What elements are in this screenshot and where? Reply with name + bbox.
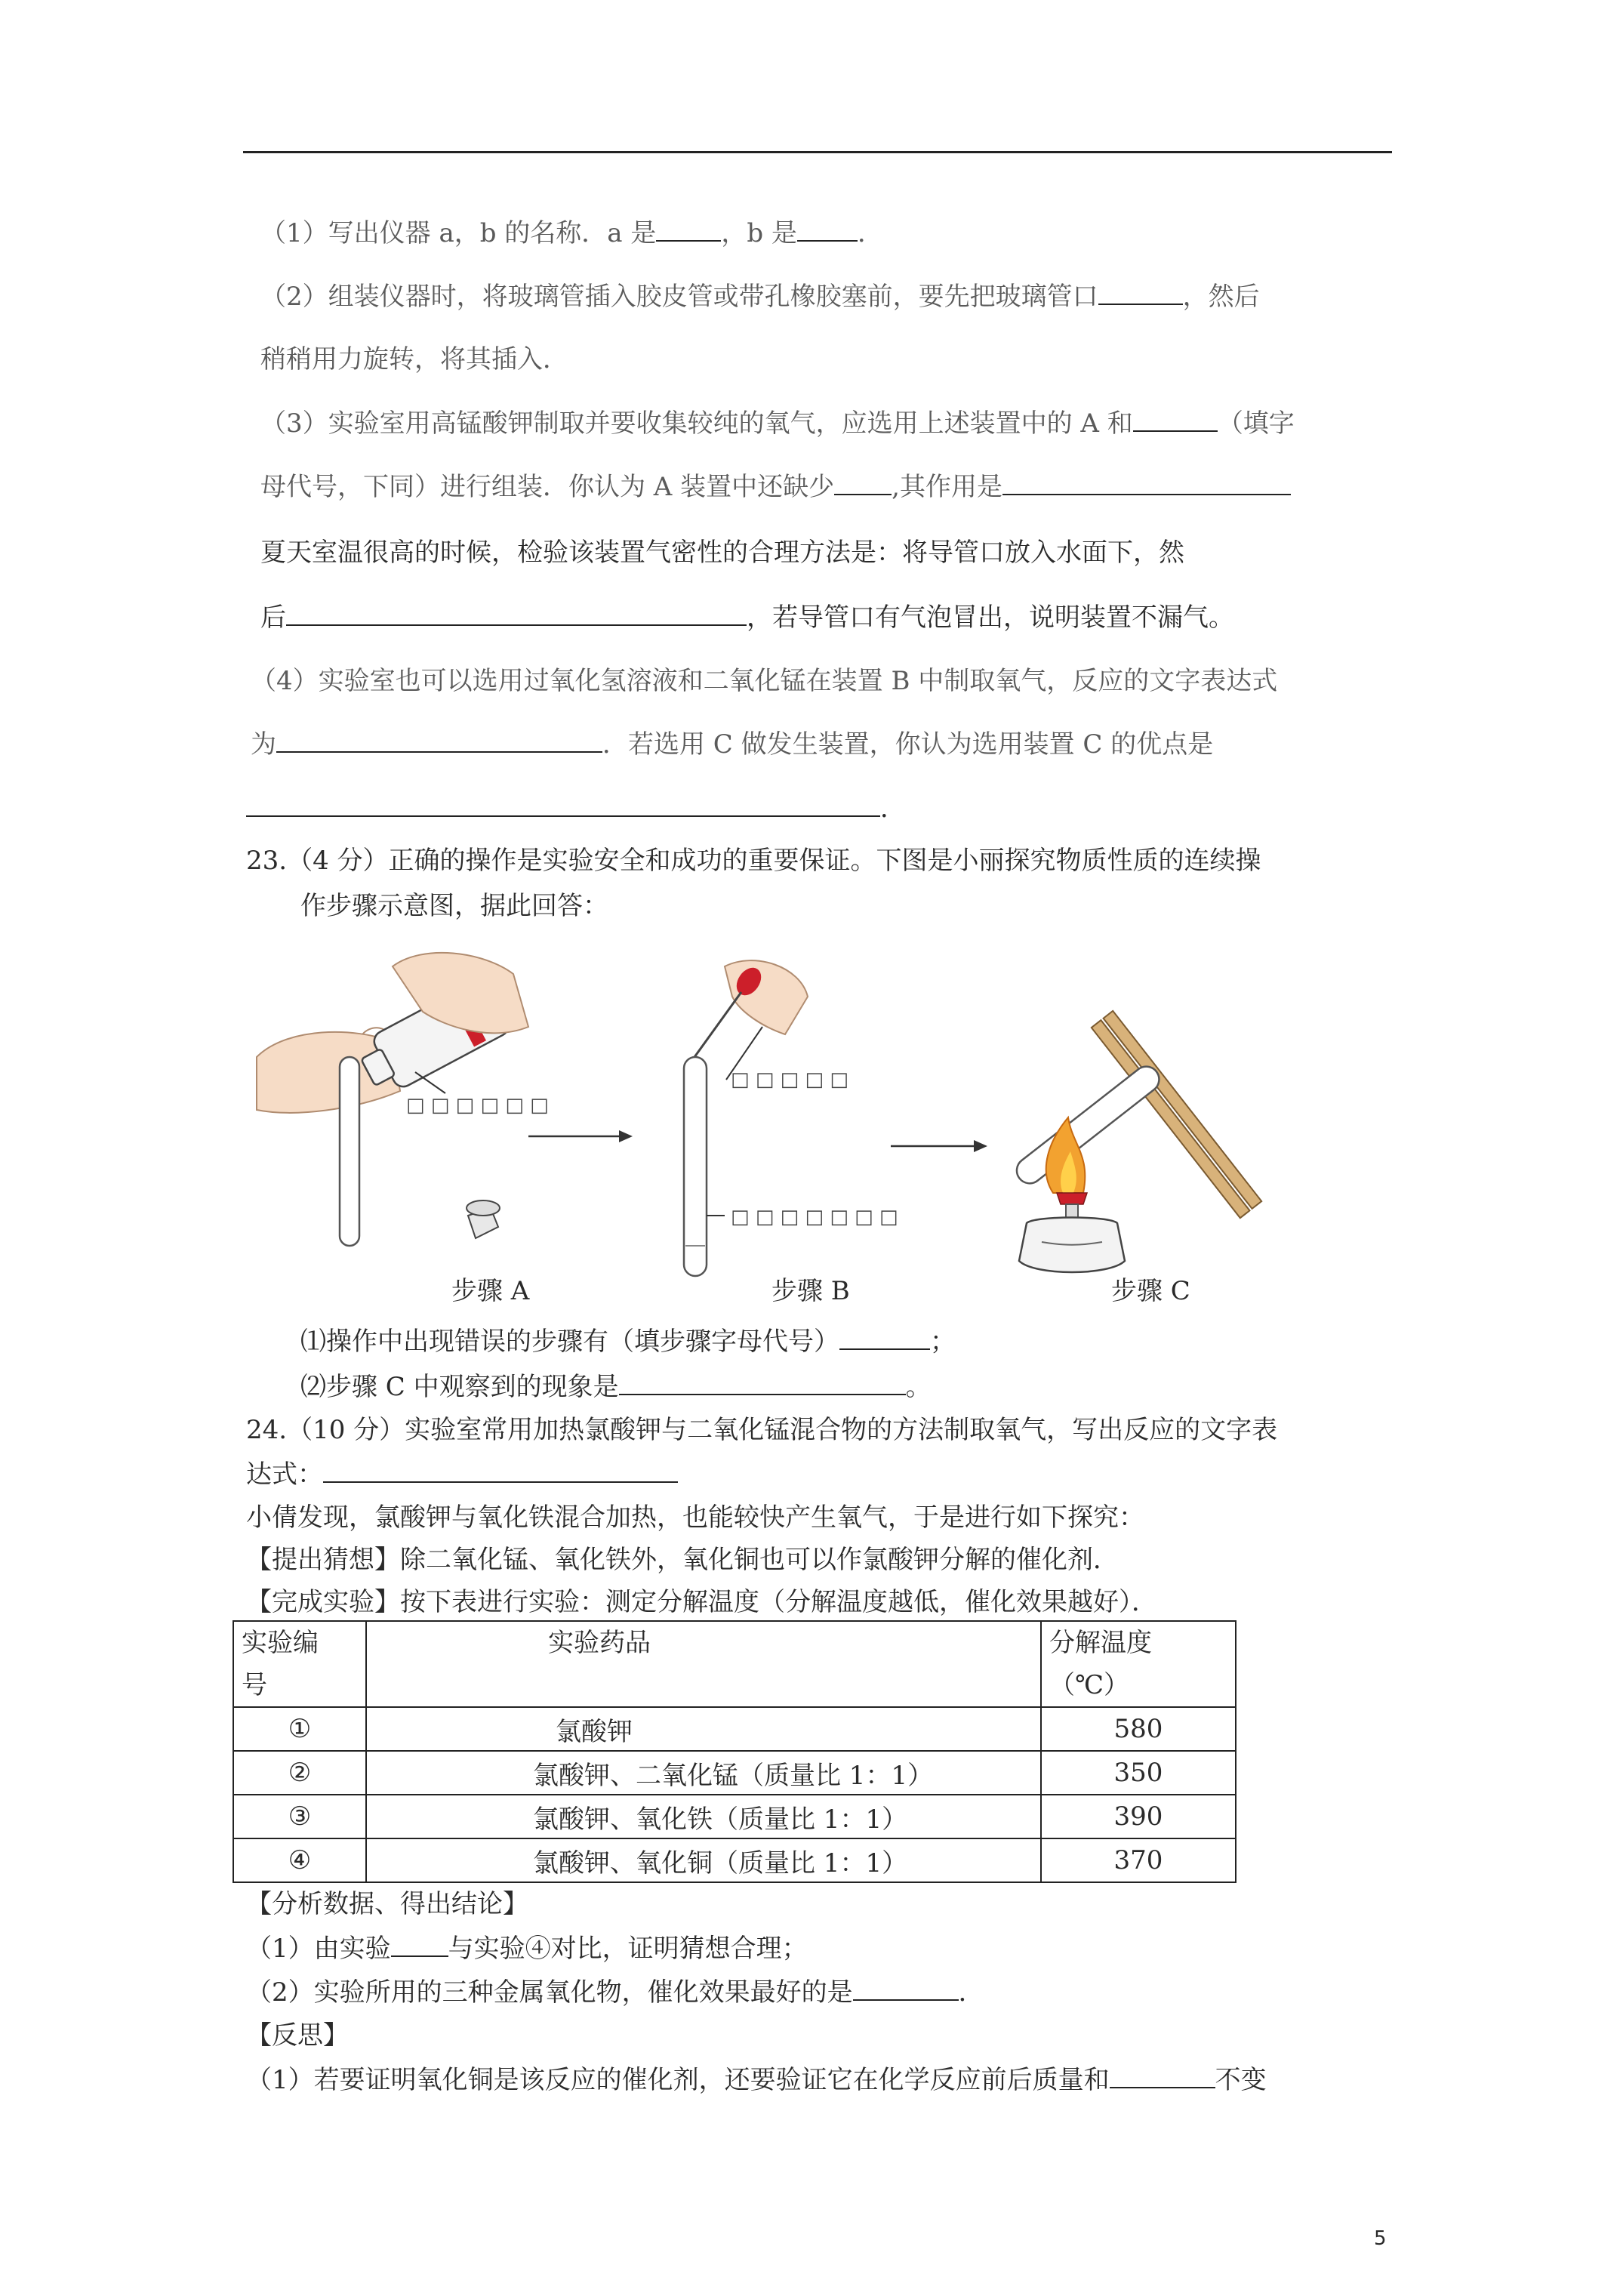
step-c-caption: 步骤 C <box>1111 1276 1190 1306</box>
step-b-label-box-top: □ □ □ □ □ <box>731 1068 848 1091</box>
header-number: 实验编 号 <box>233 1621 366 1707</box>
table-row <box>233 1707 1236 1751</box>
answer-blank-wrong-step[interactable] <box>839 1326 930 1350</box>
cell-drug: 氯酸钾、氧化铜（质量比 1：1） <box>366 1838 1041 1882</box>
experiment-table <box>233 1620 1236 1883</box>
arrow-b-to-c <box>891 1140 987 1152</box>
arrow-a-to-b <box>528 1130 633 1142</box>
q24-reflection-heading: 【反思】 <box>246 2020 349 2051</box>
q22-part4-line3: ． <box>246 793 906 824</box>
step-c-illustration <box>1012 1011 1261 1272</box>
answer-blank-best-oxide[interactable] <box>853 1977 959 2001</box>
cell-number: ① <box>233 1707 366 1751</box>
table-row <box>233 1795 1236 1838</box>
answer-blank-tube-mouth[interactable] <box>1098 281 1183 305</box>
table-row <box>233 1838 1236 1882</box>
header-rule <box>243 151 1392 153</box>
answer-blank-missing[interactable] <box>834 471 892 495</box>
answer-blank-a[interactable] <box>656 217 721 242</box>
cell-temp: 580 <box>1041 1707 1236 1751</box>
q22-part3: （3）实验室用高锰酸钾制取并要收集较纯的氧气，应选用上述装置中的 A 和 （填字 <box>260 408 1295 439</box>
q22-part2: （2）组装仪器时，将玻璃管插入胶皮管或带孔橡胶塞前，要先把玻璃管口 ，然后 <box>260 282 1260 312</box>
step-a-caption: 步骤 A <box>451 1276 530 1306</box>
step-b-label-box-bottom: □ □ □ □ □ □ □ <box>731 1206 898 1228</box>
answer-blank-purpose[interactable] <box>1002 471 1291 495</box>
answer-blank-b[interactable] <box>797 217 858 242</box>
page-number: 5 <box>1374 2227 1387 2250</box>
cell-number: ③ <box>233 1795 366 1838</box>
cell-temp: 350 <box>1041 1751 1236 1795</box>
answer-blank-airtight[interactable] <box>286 602 747 626</box>
q22-part3-line4: 后 ，若导管口有气泡冒出，说明装置不漏气。 <box>260 603 1234 633</box>
q22-part4-line2: 为 ．若选用 C 做发生装置，你认为选用装置 C 的优点是 <box>251 729 1214 760</box>
table-header-row <box>233 1621 1236 1707</box>
q22-part3-line2: 母代号，下同）进行组装．你认为 A 装置中还缺少 ,其作用是 <box>260 471 1291 502</box>
cell-drug: 氯酸钾、氧化铁（质量比 1：1） <box>366 1795 1041 1838</box>
q23-sub2: ⑵步骤 C 中观察到的现象是 。 <box>300 1372 932 1402</box>
q23-sub1: ⑴操作中出现错误的步骤有（填步骤字母代号） ； <box>300 1327 956 1357</box>
step-a-label-box: □ □ □ □ □ □ <box>406 1094 549 1117</box>
experiment-steps-figure <box>242 944 1313 1291</box>
answer-blank-experiment-no[interactable] <box>391 1933 448 1957</box>
cell-drug: 氯酸钾、二氧化锰（质量比 1：1） <box>366 1751 1041 1795</box>
answer-blank-chemical-property[interactable] <box>1110 2064 1215 2088</box>
answer-blank-phenomenon[interactable] <box>619 1371 906 1395</box>
cell-temp: 370 <box>1041 1838 1236 1882</box>
step-b-caption: 步骤 B <box>771 1276 850 1306</box>
q24-analysis-1: （1）由实验 与实验④对比，证明猜想合理； <box>246 1934 808 1964</box>
q24-experiment: 【完成实验】按下表进行实验：测定分解温度（分解温度越低，催化效果越好）． <box>246 1587 1157 1617</box>
q24-analysis-heading: 【分析数据、得出结论】 <box>246 1889 528 1919</box>
cell-number: ④ <box>233 1838 366 1882</box>
answer-blank-collector[interactable] <box>1133 408 1218 432</box>
header-drug: 实验药品 <box>366 1621 1041 1707</box>
q22-part1: （1）写出仪器 a，b 的名称．a 是 ，b 是 ． <box>260 218 883 248</box>
cell-temp: 390 <box>1041 1795 1236 1838</box>
q24-reflection-1: （1）若要证明氧化铜是该反应的催化剂，还要验证它在化学反应前后质量和 不变 <box>246 2065 1267 2095</box>
answer-blank-advantage[interactable] <box>246 793 880 817</box>
step-b-illustration <box>684 960 808 1276</box>
q24-line3: 小倩发现，氯酸钾与氧化铁混合加热，也能较快产生氧气，于是进行如下探究： <box>246 1502 1144 1533</box>
q22-part2-cont: 稍稍用力旋转，将其插入． <box>260 344 568 374</box>
q24-heading: 24.（10 分）实验室常用加热氯酸钾与二氧化锰混合物的方法制取氧气，写出反应的文字表 <box>246 1415 1278 1445</box>
q23-heading-line2: 作步骤示意图，据此回答： <box>300 891 608 921</box>
q23-heading: 23.（4 分）正确的操作是实验安全和成功的重要保证。下图是小丽探究物质性质的连续操 <box>246 846 1261 876</box>
q22-part3-line3: 夏天室温很高的时候，检验该装置气密性的合理方法是：将导管口放入水面下，然 <box>260 538 1184 568</box>
answer-blank-kclo3-expression[interactable] <box>323 1459 678 1483</box>
cell-drug: 氯酸钾 <box>366 1707 1041 1751</box>
cell-number: ② <box>233 1751 366 1795</box>
table-row <box>233 1751 1236 1795</box>
q24-heading-line2: 达式： <box>246 1459 678 1490</box>
q24-analysis-2: （2）实验所用的三种金属氧化物，催化效果最好的是 ． <box>246 1977 984 2008</box>
q22-part4: （4）实验室也可以选用过氧化氢溶液和二氧化锰在装置 B 中制取氧气，反应的文字表达式 <box>251 666 1278 696</box>
q24-hypothesis: 【提出猜想】除二氧化锰、氧化铁外，氧化铜也可以作氯酸钾分解的催化剂． <box>246 1545 1119 1575</box>
answer-blank-expression[interactable] <box>276 729 602 753</box>
header-temp: 分解温度 （℃） <box>1041 1621 1236 1707</box>
